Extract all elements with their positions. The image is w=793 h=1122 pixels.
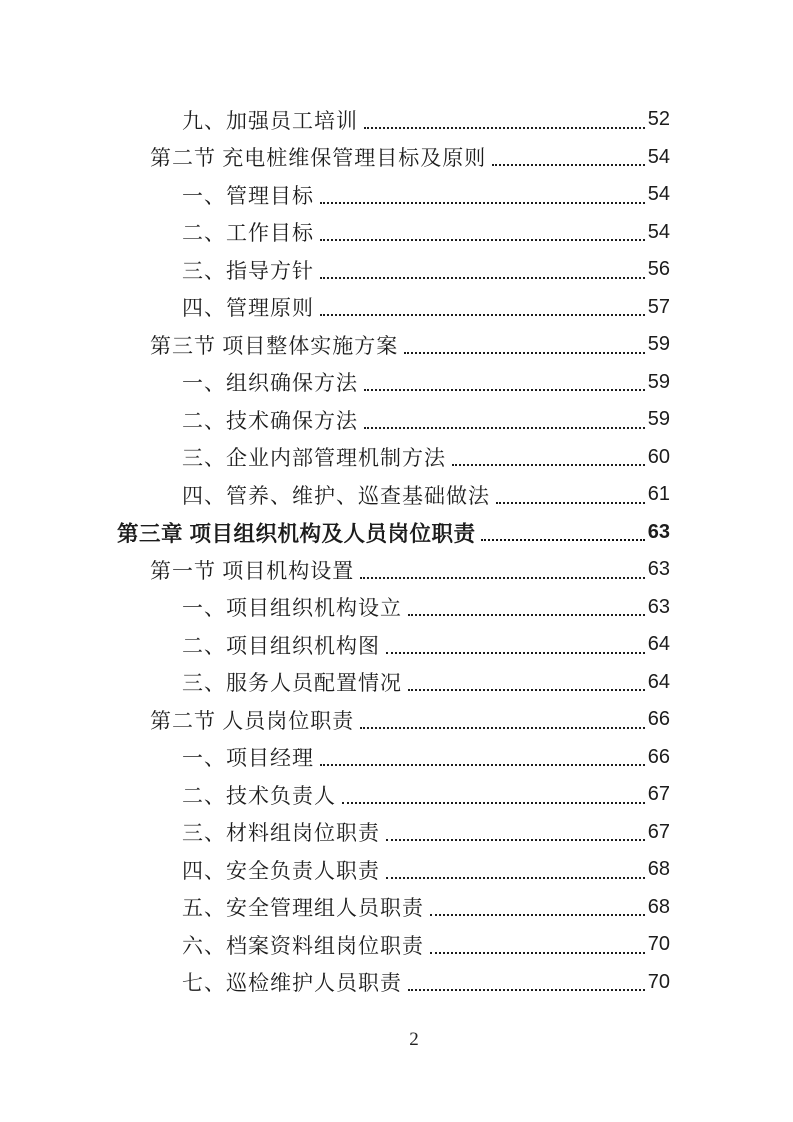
toc-entry[interactable] <box>117 251 670 289</box>
toc-dot-leader <box>360 561 645 579</box>
toc-entry[interactable] <box>117 176 670 214</box>
toc-dot-leader <box>364 411 645 429</box>
toc-entry-label: 二、项目组织机构图 <box>182 633 380 658</box>
toc-dot-leader <box>320 223 645 241</box>
toc-entry[interactable] <box>117 964 670 1002</box>
toc-dot-leader <box>386 861 645 879</box>
toc-entry-page-number: 59 <box>647 333 670 356</box>
toc-entry-page-number: 67 <box>647 820 670 843</box>
toc-entry-label: 三、企业内部管理机制方法 <box>182 446 446 471</box>
toc-entry-label: 七、巡检维护人员职责 <box>182 971 402 996</box>
toc-entry-label: 九、加强员工培训 <box>182 108 358 133</box>
toc-entry[interactable] <box>117 476 670 514</box>
toc-entry-label: 一、管理目标 <box>182 183 314 208</box>
toc-dot-leader <box>364 111 645 129</box>
toc-entry-page-number: 60 <box>647 445 670 468</box>
toc-entry-label: 二、技术确保方法 <box>182 408 358 433</box>
toc-entry[interactable] <box>117 851 670 889</box>
toc-dot-leader <box>496 486 645 504</box>
toc-entry[interactable] <box>117 701 670 739</box>
toc-entry-page-number: 68 <box>647 895 670 918</box>
toc-entry-page-number: 68 <box>647 858 670 881</box>
toc-entry[interactable] <box>117 814 670 852</box>
toc-entry-label: 六、档案资料组岗位职责 <box>182 933 424 958</box>
toc-dot-leader <box>320 748 645 766</box>
toc-entry-page-number: 63 <box>647 595 670 618</box>
toc-entry-label: 一、项目经理 <box>182 746 314 771</box>
toc-entry-label: 第二节 人员岗位职责 <box>150 708 355 733</box>
toc-dot-leader <box>492 148 645 166</box>
toc-entry-label: 第一节 项目机构设置 <box>150 558 355 583</box>
toc-entry[interactable] <box>117 889 670 927</box>
toc-entry-label: 四、管理原则 <box>182 296 314 321</box>
toc-dot-leader <box>481 523 644 541</box>
toc-entry[interactable] <box>117 289 670 327</box>
toc-dot-leader <box>386 823 645 841</box>
toc-dot-leader <box>320 261 645 279</box>
toc-entry-page-number: 52 <box>647 108 670 131</box>
toc-entry-page-number: 54 <box>647 145 670 168</box>
toc-entry-page-number: 57 <box>647 295 670 318</box>
toc-entry[interactable] <box>117 326 670 364</box>
toc-entry-page-number: 54 <box>647 183 670 206</box>
toc-dot-leader <box>320 186 645 204</box>
toc-entry-label: 四、安全负责人职责 <box>182 858 380 883</box>
toc-entry[interactable] <box>117 776 670 814</box>
toc-entry-label: 二、工作目标 <box>182 221 314 246</box>
toc-entry[interactable] <box>117 551 670 589</box>
toc-dot-leader <box>430 936 645 954</box>
toc-dot-leader <box>404 336 645 354</box>
toc-dot-leader <box>408 673 645 691</box>
toc-entry[interactable] <box>117 139 670 177</box>
toc-entry-page-number: 66 <box>647 745 670 768</box>
toc-entry-label: 第三章 项目组织机构及人员岗位职责 <box>117 521 476 546</box>
toc-dot-leader <box>408 598 645 616</box>
toc-entry-label: 五、安全管理组人员职责 <box>182 896 424 921</box>
table-of-contents <box>117 101 670 1001</box>
toc-entry-page-number: 59 <box>647 408 670 431</box>
toc-dot-leader <box>430 898 645 916</box>
toc-dot-leader <box>342 786 645 804</box>
toc-entry-page-number: 63 <box>647 520 670 543</box>
toc-entry[interactable] <box>117 664 670 702</box>
toc-entry[interactable] <box>117 626 670 664</box>
toc-entry[interactable] <box>117 589 670 627</box>
toc-entry-page-number: 56 <box>647 258 670 281</box>
toc-entry[interactable] <box>117 214 670 252</box>
toc-entry-label: 一、组织确保方法 <box>182 371 358 396</box>
toc-entry-label: 第二节 充电桩维保管理目标及原则 <box>150 146 487 171</box>
toc-entry-page-number: 59 <box>647 370 670 393</box>
toc-dot-leader <box>360 711 645 729</box>
footer-page-number: 2 <box>409 1029 419 1050</box>
toc-entry-label: 三、服务人员配置情况 <box>182 671 402 696</box>
toc-dot-leader <box>408 973 645 991</box>
toc-entry-page-number: 70 <box>647 970 670 993</box>
toc-dot-leader <box>320 298 645 316</box>
toc-entry-page-number: 70 <box>647 933 670 956</box>
toc-entry[interactable] <box>117 101 670 139</box>
toc-entry-page-number: 54 <box>647 220 670 243</box>
toc-entry[interactable] <box>117 439 670 477</box>
toc-dot-leader <box>386 636 645 654</box>
toc-entry-page-number: 64 <box>647 633 670 656</box>
toc-entry-page-number: 66 <box>647 708 670 731</box>
toc-entry[interactable] <box>117 514 670 552</box>
toc-entry[interactable] <box>117 739 670 777</box>
toc-entry-page-number: 63 <box>647 558 670 581</box>
toc-entry-label: 一、项目组织机构设立 <box>182 596 402 621</box>
toc-entry[interactable] <box>117 926 670 964</box>
toc-dot-leader <box>452 448 645 466</box>
toc-entry-label: 第三节 项目整体实施方案 <box>150 333 399 358</box>
toc-entry-label: 三、材料组岗位职责 <box>182 821 380 846</box>
toc-entry-page-number: 61 <box>647 483 670 506</box>
toc-entry-label: 四、管养、维护、巡查基础做法 <box>182 483 490 508</box>
toc-entry-label: 二、技术负责人 <box>182 783 336 808</box>
toc-dot-leader <box>364 373 645 391</box>
toc-entry-page-number: 67 <box>647 783 670 806</box>
toc-entry[interactable] <box>117 364 670 402</box>
toc-entry-label: 三、指导方针 <box>182 258 314 283</box>
toc-entry-page-number: 64 <box>647 670 670 693</box>
toc-entry[interactable] <box>117 401 670 439</box>
